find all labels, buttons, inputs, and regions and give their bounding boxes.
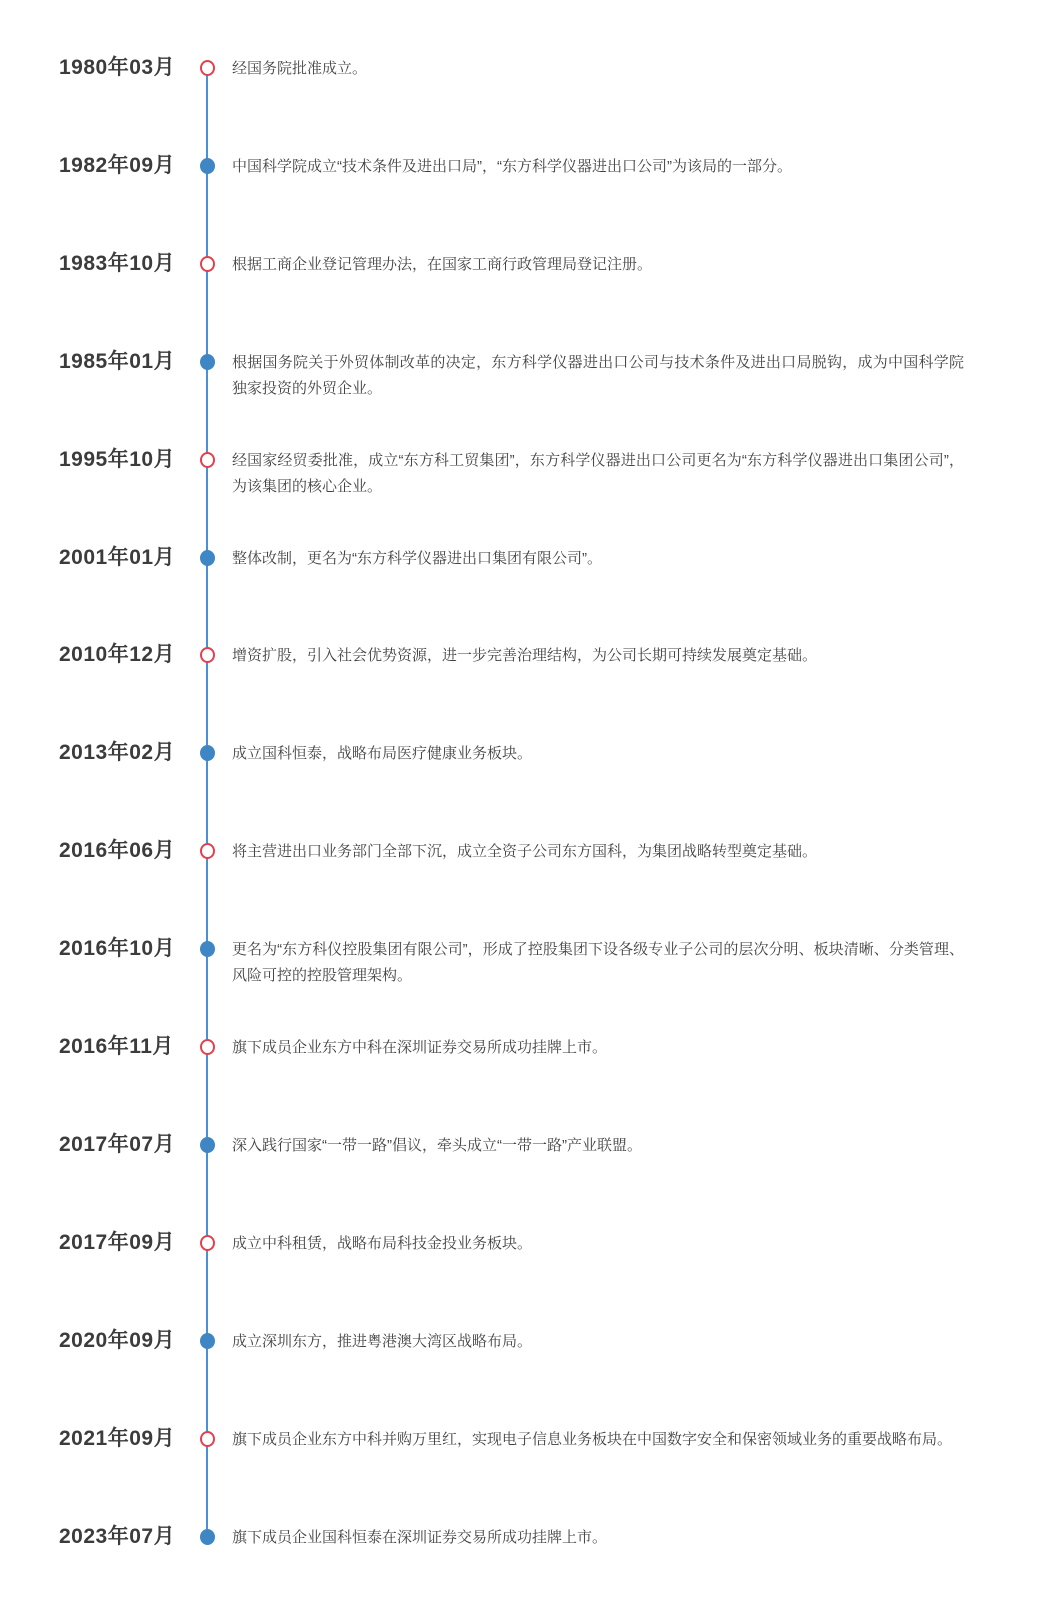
timeline-date: 2017年09月 — [59, 1230, 176, 1254]
timeline-description: 深入践行国家“一带一路”倡议，牵头成立“一带一路”产业联盟。 — [232, 1136, 642, 1154]
timeline-item — [0, 1230, 1064, 1327]
timeline-description: 整体改制，更名为“东方科学仪器进出口集团有限公司”。 — [232, 549, 602, 567]
timeline-date: 2016年11月 — [59, 1035, 174, 1058]
timeline-date: 1995年10月 — [59, 447, 176, 471]
timeline-item — [0, 1524, 1064, 1600]
timeline-item — [0, 251, 1064, 348]
timeline-description: 旗下成员企业东方中科并购万里红，实现电子信息业务板块在中国数字安全和保密领域业务的重要战略布局。 — [232, 1430, 953, 1448]
timeline-date: 2020年09月 — [59, 1328, 176, 1352]
circle-marker-icon — [200, 1529, 215, 1545]
timeline-description: 根据工商企业登记管理办法，在国家工商行政管理局登记注册。 — [232, 255, 653, 273]
circle-marker-icon — [200, 60, 215, 76]
timeline-item — [0, 447, 1064, 544]
timeline-date: 1985年01月 — [59, 349, 176, 373]
circle-marker-icon — [200, 550, 215, 566]
timeline-description: 旗下成员企业东方中科在深圳证券交易所成功挂牌上市。 — [232, 1039, 608, 1056]
timeline-date: 2016年10月 — [59, 937, 176, 961]
timeline-description: 更名为“东方科仪控股集团有限公司”，形成了控股集团下设各级专业子公司的层次分明、板块清晰、分类管理、风险可控的控股管理架构。 — [232, 941, 964, 985]
circle-marker-icon — [200, 1235, 215, 1251]
circle-marker-icon — [200, 256, 215, 272]
timeline-item — [0, 1132, 1064, 1229]
timeline-date: 1982年09月 — [59, 153, 176, 177]
circle-marker-icon — [200, 354, 215, 370]
timeline-description: 根据国务院关于外贸体制改革的决定，东方科学仪器进出口公司与技术条件及进出口局脱钩，成为中国科学院独家投资的外贸企业。 — [232, 353, 964, 397]
circle-marker-icon — [200, 941, 215, 957]
timeline-item — [0, 1034, 1064, 1131]
timeline-description: 成立国科恒泰，战略布局医疗健康业务板块。 — [232, 745, 533, 763]
timeline-description: 成立深圳东方，推进粤港澳大湾区战略布局。 — [232, 1332, 533, 1350]
circle-marker-icon — [200, 1039, 215, 1055]
timeline-date: 2016年06月 — [59, 839, 176, 863]
timeline-description: 增资扩股，引入社会优势资源，进一步完善治理结构，为公司长期可持续发展奠定基础。 — [232, 647, 818, 665]
timeline-date: 2021年09月 — [59, 1426, 176, 1450]
timeline-date: 2023年07月 — [59, 1524, 176, 1548]
timeline-description: 中国科学院成立“技术条件及进出口局”，“东方科学仪器进出口公司”为该局的一部分。 — [232, 157, 792, 175]
timeline-description: 旗下成员企业国科恒泰在深圳证券交易所成功挂牌上市。 — [232, 1528, 608, 1546]
timeline-item — [0, 545, 1064, 642]
circle-marker-icon — [200, 745, 215, 761]
timeline-item — [0, 642, 1064, 739]
timeline-item — [0, 838, 1064, 935]
timeline-description: 经国家经贸委批准，成立“东方科工贸集团”，东方科学仪器进出口公司更名为“东方科学仪器进出口集团公司”，为该集团的核心企业。 — [232, 451, 964, 495]
circle-marker-icon — [200, 1431, 215, 1447]
circle-marker-icon — [200, 1137, 215, 1153]
timeline-item — [0, 740, 1064, 837]
timeline-item — [0, 1426, 1064, 1523]
timeline-description: 成立中科租赁，战略布局科技金投业务板块。 — [232, 1234, 533, 1252]
circle-marker-icon — [200, 1333, 215, 1349]
circle-marker-icon — [200, 843, 215, 859]
timeline-date: 2010年12月 — [59, 643, 176, 667]
timeline-description: 将主营进出口业务部门全部下沉，成立全资子公司东方国科，为集团战略转型奠定基础。 — [232, 843, 818, 861]
circle-marker-icon — [200, 158, 215, 174]
timeline-date: 1983年10月 — [59, 251, 176, 275]
circle-marker-icon — [200, 647, 215, 663]
timeline-date: 2013年02月 — [59, 741, 176, 765]
timeline-description: 经国务院批准成立。 — [232, 60, 368, 77]
timeline-item — [0, 1328, 1064, 1425]
timeline-date: 2017年07月 — [59, 1132, 176, 1156]
timeline-date: 2001年01月 — [59, 545, 176, 569]
timeline-date: 1980年03月 — [59, 56, 176, 79]
timeline-item — [0, 153, 1064, 250]
timeline-item — [0, 55, 1064, 152]
timeline-item — [0, 936, 1064, 1033]
timeline-item — [0, 349, 1064, 446]
circle-marker-icon — [200, 452, 215, 468]
